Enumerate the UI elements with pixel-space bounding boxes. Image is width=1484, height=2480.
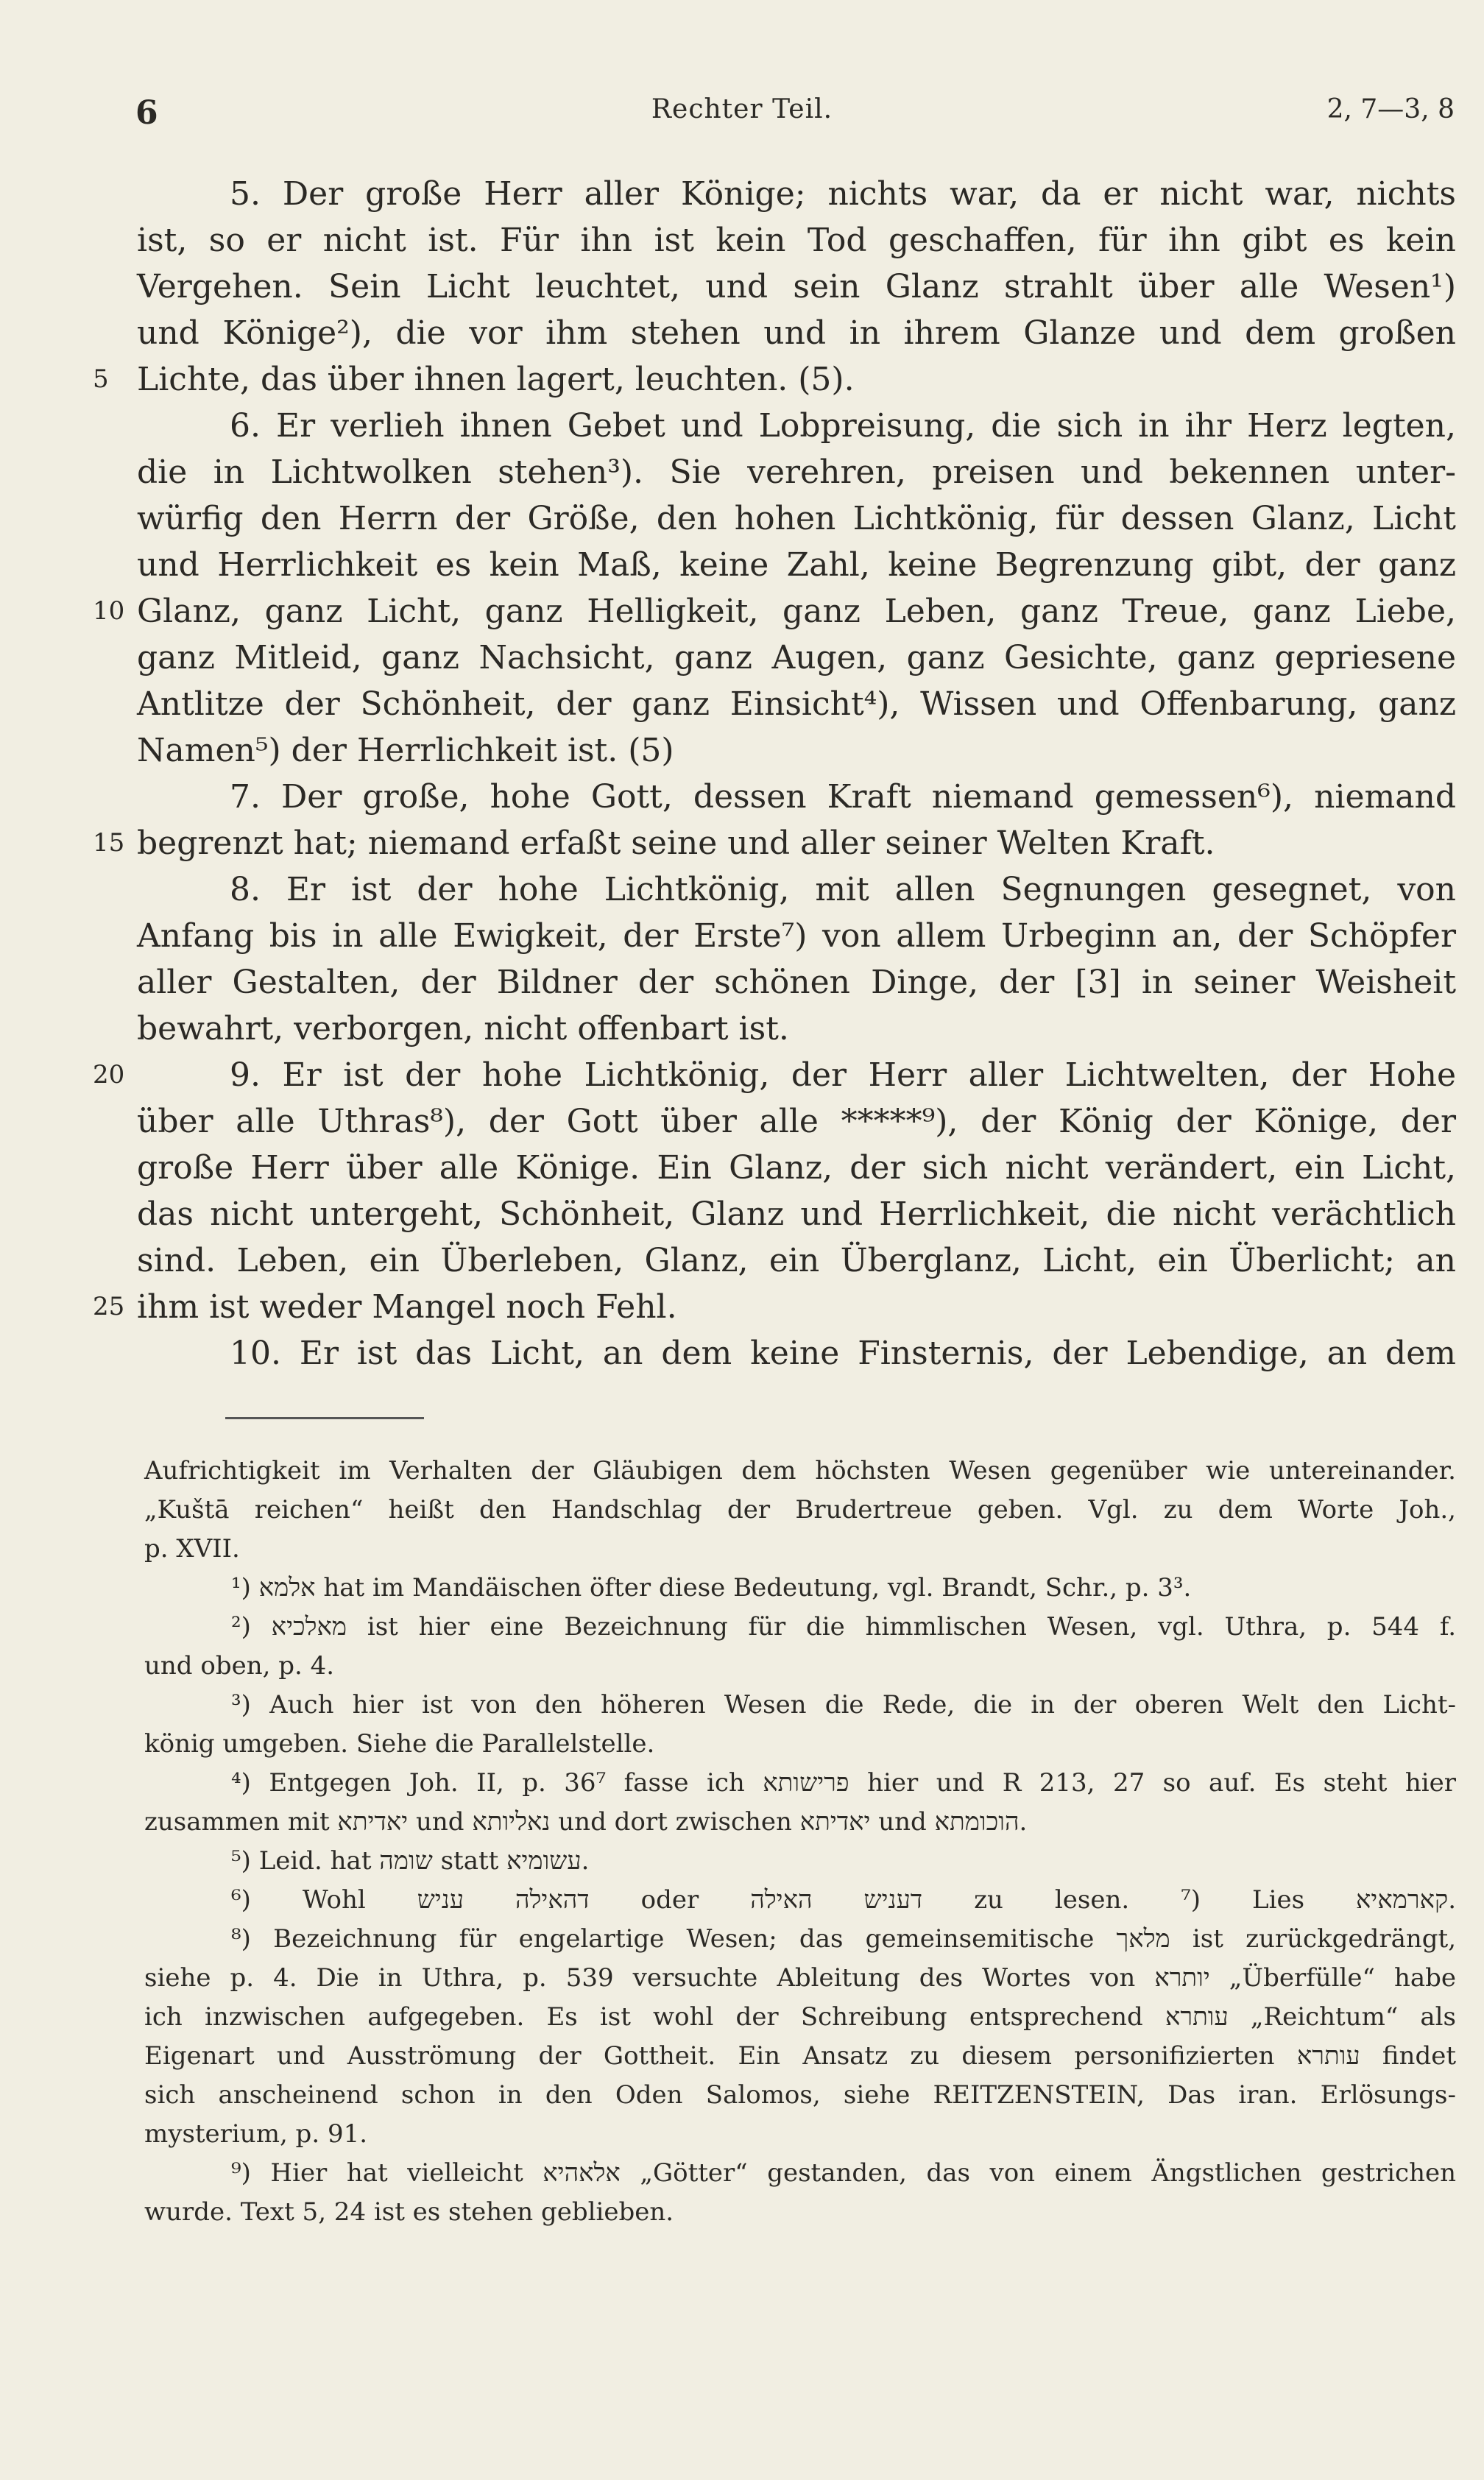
line-text: ihm ist weder Mangel noch Fehl. bbox=[137, 1288, 677, 1326]
text-line bbox=[137, 217, 1456, 264]
page-number: 6 bbox=[135, 94, 158, 132]
text-line bbox=[137, 1006, 1456, 1052]
line-text: ganz Mitleid, ganz Nachsicht, ganz Augen, ganz Gesichte, ganz gepriesene bbox=[137, 639, 1456, 676]
footnote-line: mysterium, p. 91. bbox=[144, 2119, 368, 2149]
line-number: 10 bbox=[93, 596, 125, 626]
line-text: 5. Der große Herr aller Könige; nichts war, da er nicht war, nichts bbox=[230, 175, 1456, 213]
text-line bbox=[137, 913, 1456, 959]
text-line bbox=[137, 1237, 1456, 1284]
line-text: 8. Er ist der hohe Lichtkönig, mit allen Segnungen gesegnet, von bbox=[230, 871, 1456, 908]
text-line bbox=[93, 1052, 1456, 1098]
text-line bbox=[137, 635, 1456, 681]
line-text: Anfang bis in alle Ewigkeit, der Erste⁷) von allem Urbeginn an, der Schöpfer bbox=[137, 917, 1456, 955]
text-line bbox=[93, 1284, 1456, 1330]
text-line bbox=[137, 681, 1456, 727]
footnote-line: ⁸) Bezeichnung für engelartige Wesen; das gemeinsemitische מלאך ist zurückgedrängt, bbox=[231, 1924, 1456, 1954]
running-header bbox=[0, 94, 1484, 138]
line-text: ist, so er nicht ist. Für ihn ist kein Tod geschaffen, für ihn gibt es kein bbox=[137, 222, 1456, 259]
line-number: 5 bbox=[93, 364, 109, 394]
line-text: Namen⁵) der Herrlichkeit ist. (5) bbox=[137, 732, 674, 769]
text-line bbox=[137, 774, 1456, 820]
footnote-line: ³) Auch hier ist von den höheren Wesen die Rede, die in der oberen Welt den Licht- bbox=[231, 1690, 1456, 1720]
line-text: die in Lichtwolken stehen³). Sie verehren, preisen und bekennen unter- bbox=[137, 453, 1456, 491]
text-line bbox=[93, 820, 1456, 866]
main-text bbox=[93, 171, 1456, 1377]
footnote-separator bbox=[225, 1417, 424, 1419]
footnote-line: p. XVII. bbox=[144, 1534, 240, 1564]
line-text: bewahrt, verborgen, nicht offenbart ist. bbox=[137, 1010, 789, 1048]
running-title: Rechter Teil. bbox=[651, 94, 833, 124]
verse-reference: 2, 7—3, 8 bbox=[1326, 94, 1455, 124]
line-number: 20 bbox=[93, 1060, 125, 1089]
text-line bbox=[137, 959, 1456, 1006]
line-text: das nicht untergeht, Schönheit, Glanz und Herrlichkeit, die nicht verächtlich bbox=[137, 1195, 1456, 1233]
footnotes bbox=[144, 1452, 1456, 2232]
footnote-line: ⁶) Wohl דהאילה עניש oder דעניש האילה zu lesen. ⁷) Lies קארמאיא. bbox=[231, 1885, 1457, 1915]
text-line bbox=[93, 588, 1456, 635]
line-text: 9. Er ist der hohe Lichtkönig, der Herr aller Lichtwelten, der Hohe bbox=[230, 1056, 1456, 1094]
line-text: Glanz, ganz Licht, ganz Helligkeit, ganz Leben, ganz Treue, ganz Liebe, bbox=[137, 593, 1456, 630]
text-line bbox=[137, 1145, 1456, 1191]
line-text: sind. Leben, ein Überleben, Glanz, ein Überglanz, Licht, ein Überlicht; an bbox=[137, 1242, 1456, 1279]
footnote-line: ¹) אלמא hat im Mandäischen öfter diese Bedeutung, vgl. Brandt, Schr., p. 3³. bbox=[231, 1573, 1192, 1603]
line-text: Vergehen. Sein Licht leuchtet, und sein Glanz strahlt über alle Wesen¹) bbox=[137, 268, 1456, 305]
footnote-line: Eigenart und Ausströmung der Gottheit. Ein Ansatz zu diesem personifizierten עותרא findet bbox=[144, 2041, 1457, 2071]
footnote-line: und oben, p. 4. bbox=[144, 1651, 335, 1681]
footnote-line: ⁹) Hier hat vielleicht אלאהיא „Götter“ gestanden, das von einem Ängstlichen gestrichen bbox=[231, 2158, 1456, 2188]
text-line bbox=[137, 264, 1456, 310]
line-text: aller Gestalten, der Bildner der schönen Dinge, der [3] in seiner Weisheit bbox=[137, 964, 1456, 1001]
footnote-line: zusammen mit יאדיתא und נאליותא und dort zwischen יאדיתא und הוכומתא. bbox=[144, 1807, 1028, 1837]
line-text: begrenzt hat; niemand erfaßt seine und aller seiner Welten Kraft. bbox=[137, 824, 1215, 862]
text-line bbox=[137, 1191, 1456, 1237]
footnote-line: ⁴) Entgegen Joh. II, p. 36⁷ fasse ich פרישותא hier und R 213, 27 so auf. Es steht hier bbox=[231, 1768, 1456, 1798]
text-line bbox=[137, 727, 1456, 774]
line-text: 10. Er ist das Licht, an dem keine Finsternis, der Lebendige, an dem bbox=[230, 1335, 1456, 1372]
footnote-line: ich inzwischen aufgegeben. Es ist wohl der Schreibung entsprechend עותרא „Reichtum“ als bbox=[144, 2002, 1456, 2032]
footnote-line: siehe p. 4. Die in Uthra, p. 539 versuchte Ableitung des Wortes von יותרא „Überfülle“ habe bbox=[144, 1963, 1457, 1993]
text-line bbox=[137, 866, 1456, 913]
line-number: 25 bbox=[93, 1292, 125, 1321]
text-line bbox=[137, 495, 1456, 542]
footnote-line: „Kuštā reichen“ heißt den Handschlag der Brudertreue geben. Vgl. zu dem Worte Joh., bbox=[144, 1495, 1456, 1525]
line-text: und Könige²), die vor ihm stehen und in ihrem Glanze und dem großen bbox=[137, 314, 1456, 352]
text-line bbox=[137, 310, 1456, 356]
line-text: 7. Der große, hohe Gott, dessen Kraft niemand gemessen⁶), niemand bbox=[230, 778, 1456, 816]
footnote-line: ²) מאלכיא ist hier eine Bezeichnung für die himmlischen Wesen, vgl. Uthra, p. 544 f. bbox=[231, 1612, 1457, 1642]
line-text: Lichte, das über ihnen lagert, leuchten. (5). bbox=[137, 361, 855, 398]
text-line bbox=[137, 171, 1456, 217]
text-line bbox=[137, 542, 1456, 588]
line-text: große Herr über alle Könige. Ein Glanz, der sich nicht verändert, ein Licht, bbox=[137, 1149, 1456, 1187]
footnote-line: sich anscheinend schon in den Oden Salomos, siehe REITZENSTEIN, Das iran. Erlösungs- bbox=[144, 2080, 1456, 2110]
footnote-line: ⁵) Leid. hat שומה statt עשומיא. bbox=[231, 1846, 590, 1876]
text-line bbox=[93, 356, 1456, 403]
footnote-line: wurde. Text 5, 24 ist es stehen geblieben. bbox=[144, 2197, 674, 2227]
line-text: und Herrlichkeit es kein Maß, keine Zahl, keine Begrenzung gibt, der ganz bbox=[137, 546, 1456, 584]
line-text: Antlitze der Schönheit, der ganz Einsicht⁴), Wissen und Offenbarung, ganz bbox=[137, 685, 1456, 723]
text-line bbox=[137, 1330, 1456, 1377]
text-line bbox=[137, 1098, 1456, 1145]
line-number: 15 bbox=[93, 828, 125, 858]
line-text: 6. Er verlieh ihnen Gebet und Lobpreisung, die sich in ihr Herz legten, bbox=[230, 407, 1456, 445]
footnote-line: Aufrichtigkeit im Verhalten der Gläubigen dem höchsten Wesen gegenüber wie untereinander. bbox=[144, 1456, 1456, 1485]
text-line bbox=[137, 403, 1456, 449]
line-text: würfig den Herrn der Größe, den hohen Lichtkönig, für dessen Glanz, Licht bbox=[137, 500, 1456, 537]
line-text: über alle Uthras⁸), der Gott über alle *****⁹), der König der Könige, der bbox=[137, 1103, 1456, 1140]
footnote-line: könig umgeben. Siehe die Parallelstelle. bbox=[144, 1729, 655, 1759]
text-line bbox=[137, 449, 1456, 495]
